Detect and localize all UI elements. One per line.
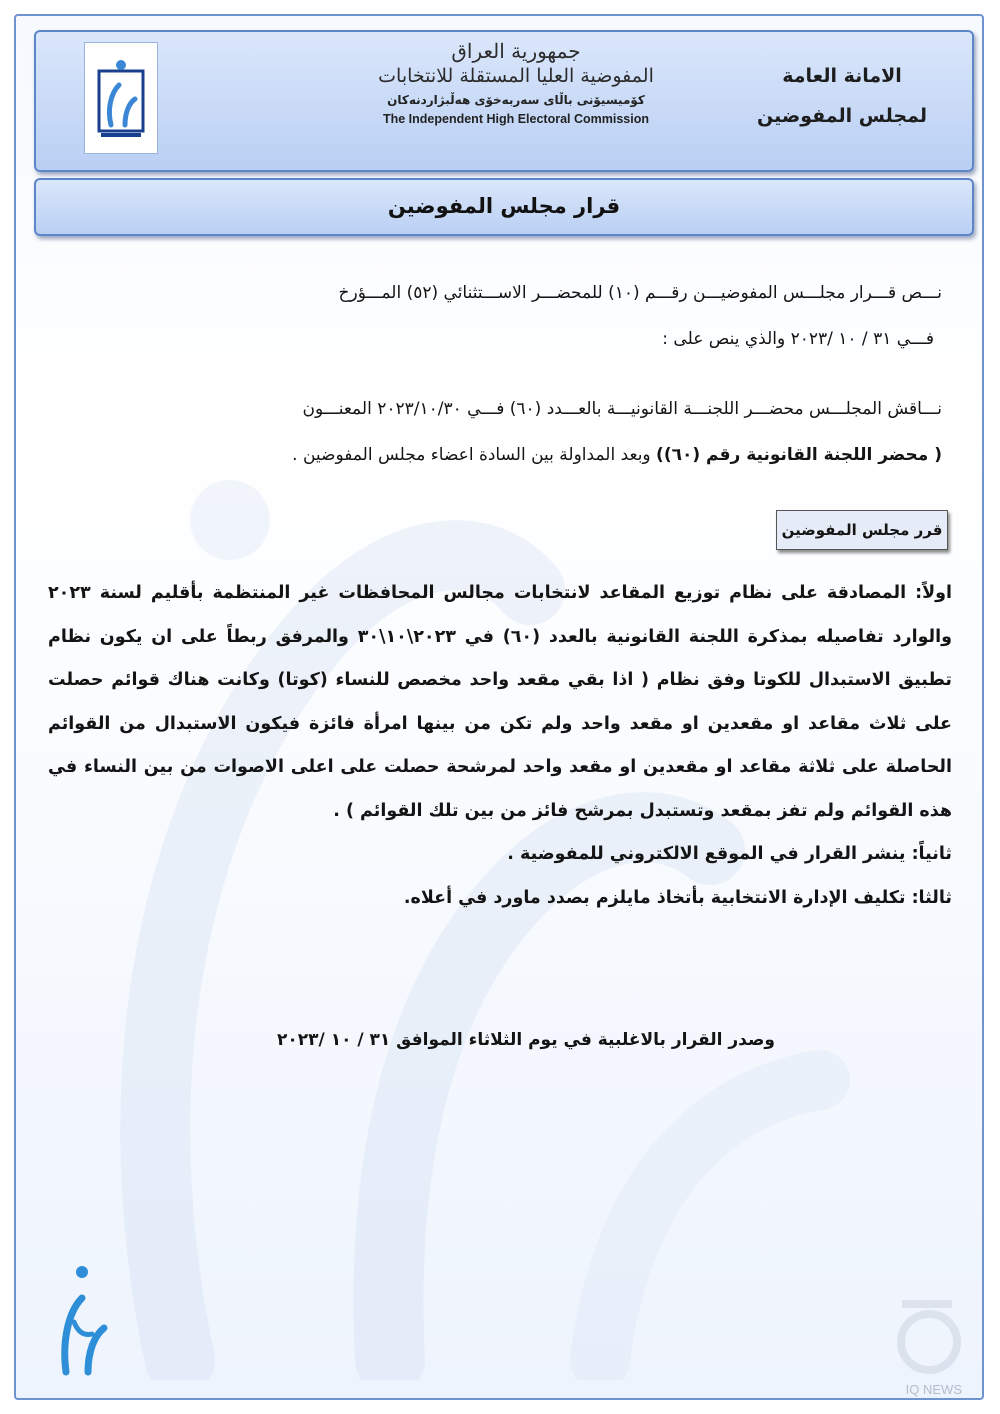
intro-line-2: فـــي ٣١ / ١٠ /٢٠٢٣ والذي ينص على : [662, 329, 934, 349]
decision-item-1 [48, 572, 952, 833]
decision-item-3 [48, 877, 952, 921]
item-2-text: ينشر القرار في الموقع الالكتروني للمفوضية . [507, 844, 906, 864]
discussion-line-1: نـــاقش المجلـــس محضـــر اللجنـــة القانونيـــة بالعـــدد (٦٠) فـــي ٢٠٢٣/١٠/٣٠ المعنـــون [302, 399, 942, 419]
header-banner [34, 30, 974, 172]
discussion-paragraph [54, 386, 942, 478]
commission-logo-icon [84, 42, 158, 154]
deliberation-text: وبعد المداولة بين السادة اعضاء مجلس المفوضين . [292, 445, 657, 465]
intro-paragraph [54, 270, 942, 362]
decision-item-2 [48, 833, 952, 877]
item-3-text: تكليف الإدارة الانتخابية بأتخاذ مايلزم بصدد ماورد في أعلاه. [403, 887, 906, 908]
commission-name-kurdish: کۆمیسیۆنی باڵای سەربەخۆی هەڵبژاردنەکان [387, 93, 645, 107]
item-3-label: ثالثا: [911, 887, 952, 908]
commission-name-english: The Independent High Electoral Commission [382, 112, 649, 126]
commission-name-arabic: المفوضية العليا المستقلة للانتخابات [378, 65, 654, 87]
committee-minutes-ref: ( محضر اللجنة القانونية رقم (٦٠)) [656, 445, 942, 465]
secretariat-line-1: الامانة العامة [782, 65, 902, 87]
secretariat-label [752, 56, 932, 136]
news-watermark-text: IQ NEWS [905, 1382, 962, 1397]
item-1-text: المصادقة على نظام توزيع المقاعد لانتخابات مجالس المحافظات غير المنتظمة بأقليم لسنة ٢٠٢٣ والوارد تفاصيله بمذكرة اللجنة القانونية بالعدد (٦٠) في ٢٠٢٣\١٠\٣٠ والمرفق ربطاً على ان يكون نظام تطبيق الاستبدال للكوتا وفق نظام ( اذا بقي مقعد واحد مخصص للنساء (كوتا) وكانت هناك قوائم حصلت على ثلاث مقاعد او مقعدين او مقعد واحد ولم تكن من بينها امرأة فائزة فيكون الاستبدال من القوائم الحاصلة على ثلاثة مقاعد او مقعدين او مقعد واحد لمرشحة حصلت على اعلى الاصوات من بين النساء في هذه القوائم ولم تفز بمقعد وتستبدل بمرشح فائز من بين تلك القوائم ) . [48, 583, 952, 821]
decision-items-list [48, 572, 952, 920]
document-title: قرار مجلس المفوضين [34, 178, 974, 236]
intro-line-1: نـــص قـــرار مجلـــس المفوضيـــن رقـــم (١٠) للمحضـــر الاســـتثنائي (٥٢) المـــؤرخ [338, 283, 942, 303]
issuance-statement: وصدر القرار بالاغلبية في يوم الثلاثاء الموافق ٣١ / ١٠ /٢٠٢٣ [277, 1030, 775, 1050]
secretariat-line-2: لمجلس المفوضين [757, 105, 927, 127]
country-name: جمهورية العراق [451, 39, 581, 63]
news-watermark-icon [884, 1292, 974, 1382]
footer-emblem-icon [52, 1262, 112, 1382]
item-2-label: ثانياً: [911, 844, 952, 864]
decision-label-badge: قرر مجلس المفوضين [776, 510, 948, 550]
discussion-line-2 [54, 432, 942, 478]
commission-name-block [356, 40, 676, 162]
item-1-label: اولاً: [915, 583, 952, 603]
